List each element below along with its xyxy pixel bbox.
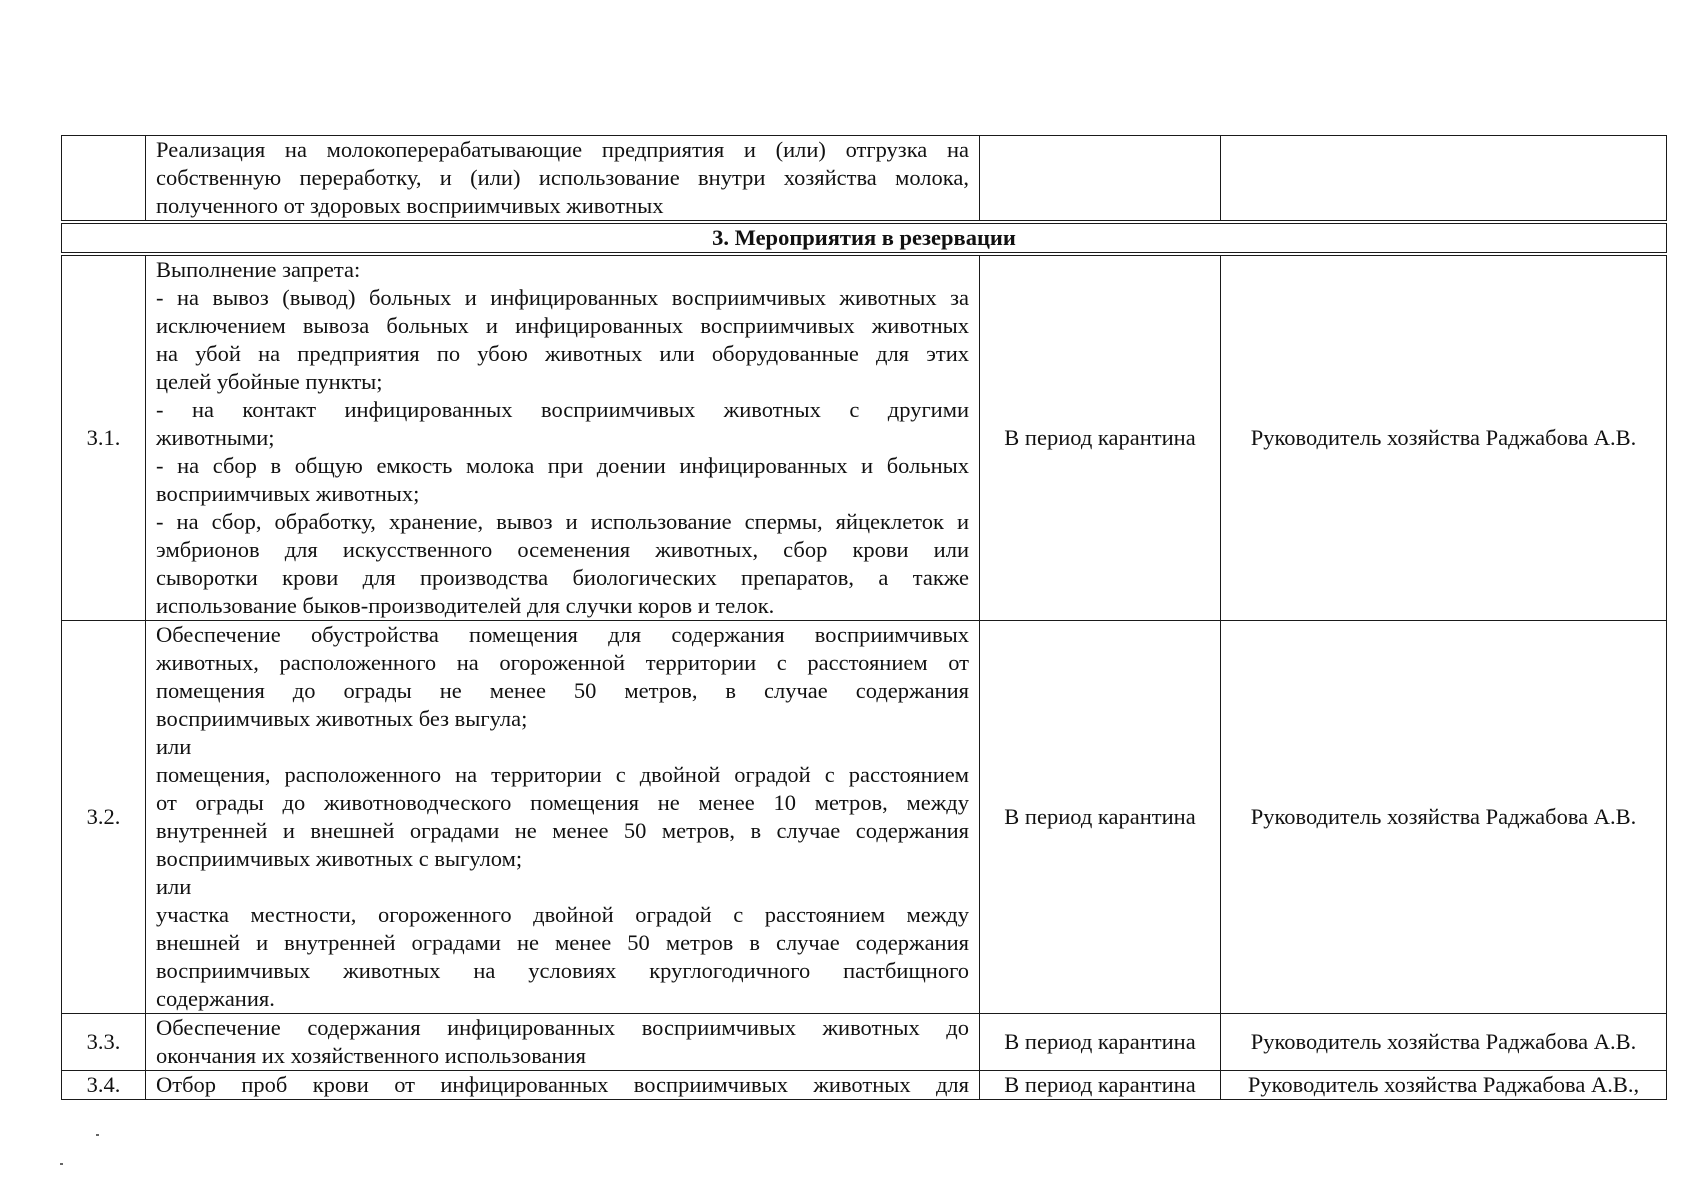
text-line: - на контакт инфицированных восприимчивых животных с другими <box>156 397 969 422</box>
responsible-cell <box>1221 136 1667 223</box>
text-line: Отбор проб крови от инфицированных восприимчивых животных для <box>156 1072 969 1097</box>
scan-speck <box>60 1163 63 1165</box>
table-row <box>62 1071 1667 1100</box>
row-number-cell: 3.4. <box>62 1071 146 1100</box>
responsible-cell: Руководитель хозяйства Раджабова А.В., <box>1221 1071 1667 1100</box>
period-cell: В период карантина <box>980 254 1221 621</box>
measure-text-cell <box>146 1071 980 1100</box>
text-line: полученного от здоровых восприимчивых животных <box>156 193 664 218</box>
text-line: внешней и внутренней оградами не менее 50 метров в случае содержания <box>156 930 969 955</box>
section-title: 3. Мероприятия в резервации <box>62 222 1667 254</box>
measure-text-cell <box>146 621 980 1014</box>
text-line: - на вывоз (вывод) больных и инфицированных восприимчивых животных за <box>156 285 969 310</box>
table-row <box>62 621 1667 1014</box>
text-line: Реализация на молокоперерабатывающие предприятия и (или) отгрузка на <box>156 137 969 162</box>
row-number-cell: 3.3. <box>62 1014 146 1071</box>
period-cell: В период карантина <box>980 1071 1221 1100</box>
responsible-cell: Руководитель хозяйства Раджабова А.В. <box>1221 621 1667 1014</box>
text-line: или <box>156 734 192 759</box>
text-line: восприимчивых животных без выгула; <box>156 706 528 731</box>
table-row <box>62 136 1667 223</box>
text-line: на убой на предприятия по убою животных или оборудованные для этих <box>156 341 969 366</box>
text-line: целей убойные пункты; <box>156 369 383 394</box>
period-cell <box>980 136 1221 223</box>
responsible-cell: Руководитель хозяйства Раджабова А.В. <box>1221 254 1667 621</box>
text-line: помещения до ограды не менее 50 метров, в случае содержания <box>156 678 969 703</box>
text-line: Обеспечение обустройства помещения для содержания восприимчивых <box>156 622 969 647</box>
text-line: содержания. <box>156 986 275 1011</box>
measures-table <box>61 135 1667 1100</box>
text-line: сыворотки крови для производства биологических препаратов, а также <box>156 565 969 590</box>
row-number-cell <box>62 136 146 223</box>
section-heading-row <box>62 222 1667 254</box>
text-line: животных, расположенного на огороженной территории с расстоянием от <box>156 650 969 675</box>
text-line: от ограды до животноводческого помещения не менее 10 метров, между <box>156 790 969 815</box>
text-line: помещения, расположенного на территории с двойной оградой с расстоянием <box>156 762 969 787</box>
responsible-cell: Руководитель хозяйства Раджабова А.В. <box>1221 1014 1667 1071</box>
table-row <box>62 254 1667 621</box>
text-line: восприимчивых животных; <box>156 481 420 506</box>
text-line: восприимчивых животных на условиях круглогодичного пастбищного <box>156 958 969 983</box>
measure-text-cell <box>146 1014 980 1071</box>
scan-speck <box>96 1134 99 1136</box>
text-line: использование быков-производителей для случки коров и телок. <box>156 593 775 618</box>
text-line: восприимчивых животных с выгулом; <box>156 846 523 871</box>
text-line: участка местности, огороженного двойной оградой с расстоянием между <box>156 902 969 927</box>
text-line: собственную переработку, и (или) использование внутри хозяйства молока, <box>156 165 969 190</box>
measure-text-cell <box>146 254 980 621</box>
text-line: исключением вывоза больных и инфицированных восприимчивых животных <box>156 313 969 338</box>
text-line: внутренней и внешней оградами не менее 50 метров, в случае содержания <box>156 818 969 843</box>
text-line: - на сбор, обработку, хранение, вывоз и использование спермы, яйцеклеток и <box>156 509 969 534</box>
table-row <box>62 1014 1667 1071</box>
measure-text-cell <box>146 136 980 223</box>
text-line: - на сбор в общую емкость молока при доении инфицированных и больных <box>156 453 969 478</box>
text-line: или <box>156 874 192 899</box>
text-line: животными; <box>156 425 275 450</box>
text-line: окончания их хозяйственного использования <box>156 1043 586 1068</box>
period-cell: В период карантина <box>980 621 1221 1014</box>
row-number-cell: 3.1. <box>62 254 146 621</box>
text-line: Выполнение запрета: <box>156 257 361 282</box>
text-line: Обеспечение содержания инфицированных восприимчивых животных до <box>156 1015 969 1040</box>
period-cell: В период карантина <box>980 1014 1221 1071</box>
text-line: эмбрионов для искусственного осеменения животных, сбор крови или <box>156 537 969 562</box>
row-number-cell: 3.2. <box>62 621 146 1014</box>
